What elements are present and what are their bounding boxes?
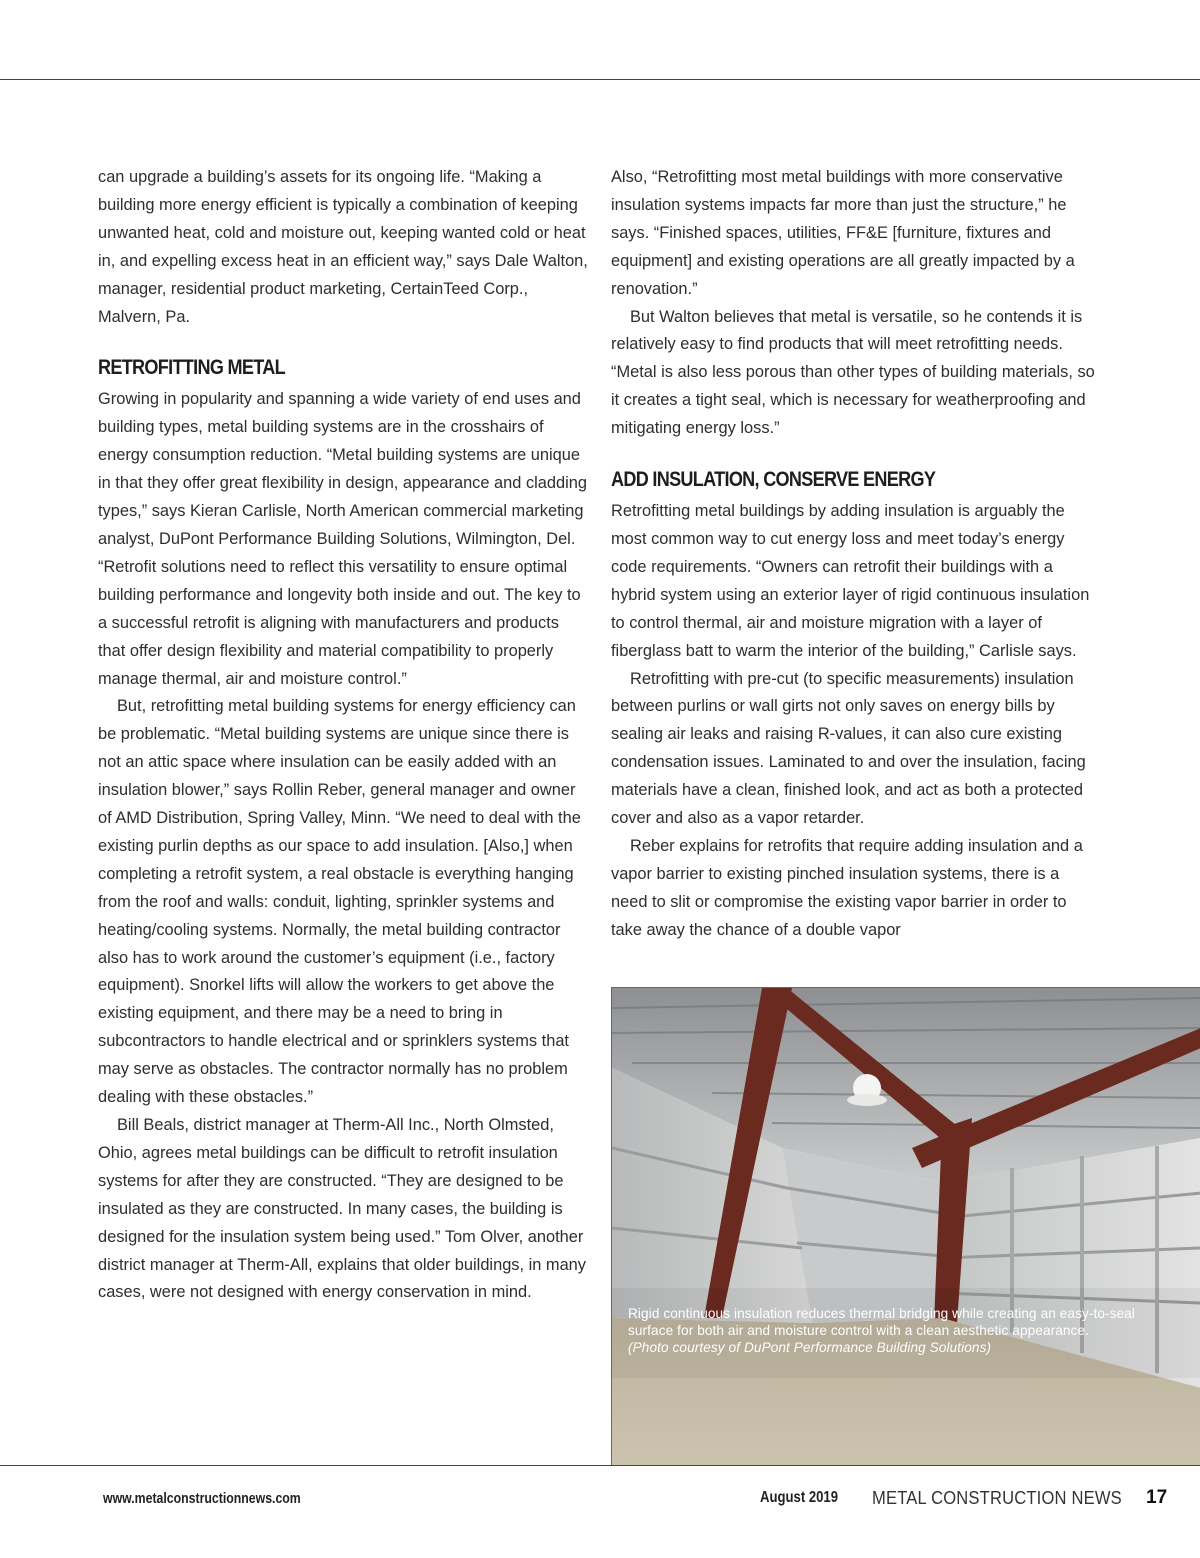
footer-page-number: 17 [1146, 1487, 1168, 1508]
left-column [98, 164, 590, 1307]
section-heading-add-insulation: ADD INSULATION, CONSERVE ENERGY [611, 468, 936, 492]
left-paragraph-4: Bill Beals, district manager at Therm-All Inc., North Olmsted, Ohio, agrees metal buildings can be difficult to retrofit insulation systems for after they are constructed. “They are designed to be insulated as they are constructed. In many cases, the building is designed for the insulation system being used.” Tom Olver, another district manager at Therm-All, explains that older buildings, in many cases, were not designed with energy conservation in mind. [98, 1116, 586, 1302]
right-paragraph-3: Retrofitting metal buildings by adding insulation is arguably the most common way to cut energy loss and meet today’s energy code requirements. “Owners can retrofit their buildings with a hybrid system using an exterior layer of rigid continuous insulation to control thermal, air and moisture migration with a layer of fiberglass batt to warm the interior of the building,” Carlisle says. [611, 502, 1090, 660]
top-rule [0, 79, 1200, 80]
right-paragraph-5: Reber explains for retrofits that require adding insulation and a vapor barrier to existing pinched insulation systems, there is a need to slit or compromise the existing vapor barrier in order to take away the chance of a double vapor [611, 836, 1083, 939]
right-paragraph-2: But Walton believes that metal is versatile, so he contends it is relatively easy to find products that will meet retrofitting needs. “Metal is also less porous than other types of building materials, so it creates a tight seal, which is necessary for weatherproofing and mitigating energy loss.” [611, 307, 1095, 438]
bottom-rule [0, 1465, 1200, 1466]
right-paragraph-1: Also, “Retrofitting most metal buildings with more conservative insulation systems impacts far more than just the structure,” he says. “Finished spaces, utilities, FF&E [furniture, fixtures and equipment] and existing operations are all greatly impacted by a renovation.” [611, 168, 1075, 298]
left-paragraph-1: can upgrade a building’s assets for its ongoing life. “Making a building more energy efficient is typically a combination of keeping unwanted heat, cold and moisture out, keeping wanted cold or heat in, and expelling excess heat in an efficient way,” says Dale Walton, manager, residential product marketing, CertainTeed Corp., Malvern, Pa. [98, 168, 588, 326]
photo-credit: (Photo courtesy of DuPont Performance Building Solutions) [628, 1340, 992, 1355]
section-heading-retrofitting-metal: RETROFITTING METAL [98, 356, 285, 380]
photo-caption-text: Rigid continuous insulation reduces thermal bridging while creating an easy-to-seal surface for both air and moisture control with a clean aesthetic appearance. [628, 1306, 1136, 1338]
footer-website-url[interactable]: www.metalconstructionnews.com [103, 1490, 301, 1507]
right-paragraph-4: Retrofitting with pre-cut (to specific measurements) insulation between purlins or wall girts not only saves on energy bills by sealing air leaks and raising R-values, it can also cure existing condensation issues. Laminated to and over the insulation, facing materials have a clean, finished look, and act as both a protected cover and also as a vapor retarder. [611, 669, 1086, 828]
photo-caption [628, 1305, 1173, 1356]
building-interior-photo [611, 987, 1200, 1465]
footer-magazine-name: METAL CONSTRUCTION NEWS [872, 1488, 1122, 1508]
right-column [611, 164, 1099, 945]
left-paragraph-3: But, retrofitting metal building systems for energy efficiency can be problematic. “Metal building systems are unique since there is not an attic space where insulation can be easily added with an insulation blower,” says Rollin Reber, general manager and owner of AMD Distribution, Spring Valley, Minn. “We need to deal with the existing purlin depths as our space to add insulation. [Also,] when completing a retrofit system, a real obstacle is everything hanging from the roof and walls: conduit, lighting, sprinkler systems and heating/cooling systems. Normally, the metal building contractor also has to work around the customer’s equipment (i.e., factory equipment). Snorkel lifts will allow the workers to get above the existing equipment, and there may be a need to bring in subcontractors to handle electrical and or sprinklers systems that may serve as obstacles. The contractor normally has no problem dealing with these obstacles.” [98, 697, 581, 1107]
left-paragraph-2: Growing in popularity and spanning a wide variety of end uses and building types, metal building systems are in the crosshairs of energy consumption reduction. “Metal building systems are unique in that they offer great flexibility in design, appearance and cladding types,” says Kieran Carlisle, North American commercial marketing analyst, DuPont Performance Building Solutions, Wilmington, Del. “Retrofit solutions need to reflect this versatility to ensure optimal building performance and longevity both inside and out. The key to a successful retrofit is aligning with manufacturers and products that offer design flexibility and material compatibility to properly manage thermal, air and moisture control.” [98, 390, 588, 688]
footer-issue-date: August 2019 [760, 1489, 839, 1506]
